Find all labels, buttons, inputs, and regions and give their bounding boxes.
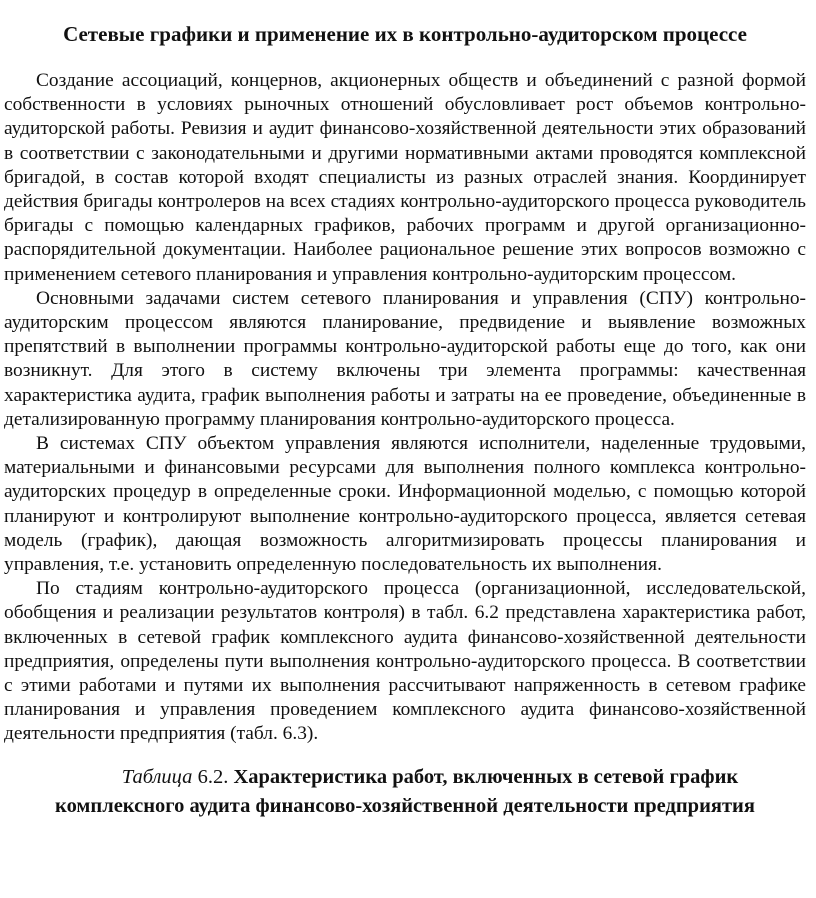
paragraph-2: Основными задачами систем сетевого планирования и управления (СПУ) контрольно-аудиторским процессом являются планирование, предвидение и выявление возможных препятствий в выполнении программы контрольно-аудиторской работы еще до того, как они возникнут. Для этого в систему включены три элемента программы: качественная характеристика аудита, график выполнения работы и затраты на ее проведение, объединенные в детализированную программу планирования контрольно-аудиторского процесса. [4,287,806,430]
paragraph-4: По стадиям контрольно-аудиторского процесса (организационной, исследовательской, обобщения и реализации результатов контроля) в табл. 6.2 представлена характеристика работ, включенных в сетевой график комплексного аудита финансово-хозяйственной деятельности предприятия, определены пути выполнения контрольно-аудиторского процесса. В соответствии с этими работами и путями их выполнения рассчитывают напряженность в сетевом графике планирования и управления проведением комплексного аудита финансово-хозяйственной деятельности предприятия (табл. 6.3). [4,578,806,745]
table-label: Таблица [121,765,193,788]
table-title-line-2: комплексного аудита финансово-хозяйственной деятельности предприятия [55,794,755,817]
page-title: Сетевые графики и применение их в контрольно-аудиторском процессе [63,22,747,46]
paragraph-3: В системах СПУ объектом управления являются исполнители, наделенные трудовыми, материальными и финансовыми ресурсами для выполнения полного комплекса контрольно-аудиторских процедур в определенные сроки. Информационной моделью, с помощью которой планируют и контролируют выполнение контрольно-аудиторского процесса, является сетевая модель (график), дающая возможность алгоритмизировать процессы планирования и управления, т.е. установить определенную последовательность их выполнения. [4,433,806,576]
table-caption [4,763,806,821]
table-number: 6.2. [192,765,234,788]
table-caption-line-1 [4,763,806,792]
table-title-line-1: Характеристика работ, включенных в сетевой график [233,765,739,788]
paragraph-1: Создание ассоциаций, концернов, акционерных обществ и объединений с разной формой собственности в условиях рыночных отношений обусловливает рост объемов контрольно-аудиторской работы. Ревизия и аудит финансово-хозяйственной деятельности этих образований в соответствии с законодательными и другими нормативными актами проводятся комплексной бригадой, в состав которой входят специалисты из разных отраслей знания. Координирует действия бригады контролеров на всех стадиях контрольно-аудиторского процесса руководитель бригады с помощью календарных графиков, рабочих программ и другой организационно-распорядительной документации. Наиболее рациональное решение этих вопросов возможно с применением сетевого планирования и управления контрольно-аудиторским процессом. [4,70,806,285]
